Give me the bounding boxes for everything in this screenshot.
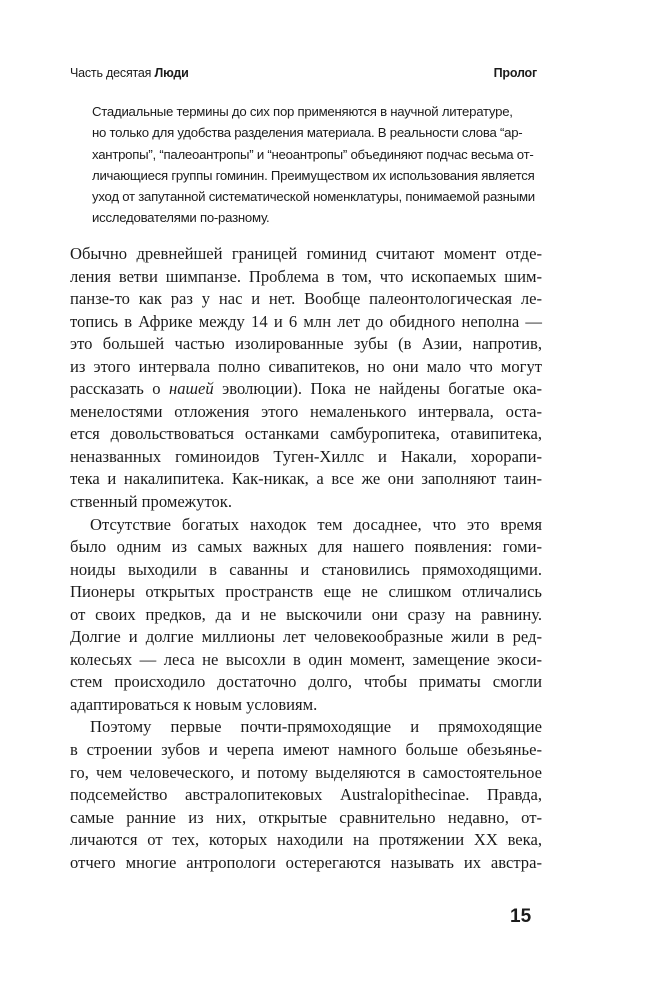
text-line: в строении зубов и черепа имеют намного больше обезьяньe- [70, 740, 542, 760]
sidebar-line: но только для удобства разделения материала. В реальности слова “ар- [92, 125, 523, 141]
text-line: менелостями отложения этого немаленького интервала, оста- [70, 401, 542, 421]
text-line: Долгие и долгие миллионы лет человекообразные жили в ред- [70, 627, 542, 647]
text-line: панзе-то как раз у нас и нет. Вообще палеонтологическая ле- [70, 289, 542, 309]
text-line: Обычно древнейшей границей гоминид считают момент отде- [70, 244, 542, 263]
sidebar-line: личающиеся группы гоминин. Преимуществом их использования является [92, 167, 535, 183]
header-part [70, 66, 189, 80]
text-line: адаптироваться к новым условиям. [70, 694, 318, 714]
text-line: Поэтому первые почти-прямоходящие и прямоходящие [90, 717, 542, 737]
text-line: ноиды выходили в саванны и становились прямоходящими. [70, 559, 542, 579]
page-number: 15 [510, 906, 532, 927]
text-line: ется довольствоваться останками самбуропитека, отавипитека, [70, 424, 542, 444]
text-line: колесьях — леса не высохли в один момент, замещение экоси- [70, 649, 542, 669]
sidebar-line: исследователями по-разному. [92, 210, 270, 226]
body-text [70, 243, 542, 874]
sidebar-line: уход от запутанной систематической номенклатуры, понимаемой разными [92, 189, 535, 205]
paragraph [70, 243, 542, 514]
header-part-name: Люди [154, 66, 189, 80]
text-line: подсемейство австралопитековых Australopithecinae. Правда, [70, 785, 542, 805]
header-part-label: Часть десятая [70, 66, 152, 80]
text-line [70, 378, 542, 401]
text-line: ления ветви шимпанзе. Проблема в том, что ископаемых шим- [70, 266, 542, 286]
text-line: Отсутствие богатых находок тем досаднее, что это время [90, 514, 542, 534]
sidebar-line: Стадиальные термины до сих пор применяются в научной литературе, [92, 104, 513, 119]
text-run: эволюции). Пока не найдены богатые ока- [213, 379, 542, 399]
emphasis: нашей [169, 379, 214, 399]
text-line: го, чем человеческого, и потому выделяются в самостоятельное [70, 762, 542, 782]
text-line: Пионеры открытых пространств еще не слишком отличались [70, 582, 542, 602]
text-line: отчего многие антропологи остерегаются называть их австра- [70, 852, 542, 872]
text-line: личаются от тех, которых находили на протяжении XX века, [70, 830, 542, 850]
text-line: самые ранние из них, открытые сравнительно недавно, от- [70, 807, 542, 827]
text-line: это большей частью изолированные зубы (в Азии, напротив, [70, 334, 542, 354]
sidebar-note [92, 101, 542, 229]
text-line: стем происходило достаточно долго, чтобы приматы смогли [70, 672, 542, 692]
text-line: из этого интервала полно сивапитеков, но они мало что могут [70, 356, 542, 376]
paragraph [70, 716, 542, 874]
header-section: Пролог [493, 66, 537, 80]
sidebar-line: хантропы”, “палеоантропы” и “неоантропы” объединяют подчас весьма от- [92, 146, 534, 162]
text-line: ственный промежуток. [70, 492, 232, 512]
text-line: тека и накалипитека. Как-никак, а все же они заполняют таин- [70, 469, 542, 489]
text-line: неназванных гоминоидов Туген-Хиллс и Накали, хорорапи- [70, 446, 542, 466]
text-line: было одним из самых важных для нашего появления: гоми- [70, 537, 542, 557]
paragraph [70, 514, 542, 717]
text-line: от своих предков, да и не выскочили они сразу на равнину. [70, 604, 542, 624]
text-run: рассказать о [70, 379, 169, 399]
text-line: топись в Африке между 14 и 6 млн лет до обидного неполна — [70, 311, 542, 331]
